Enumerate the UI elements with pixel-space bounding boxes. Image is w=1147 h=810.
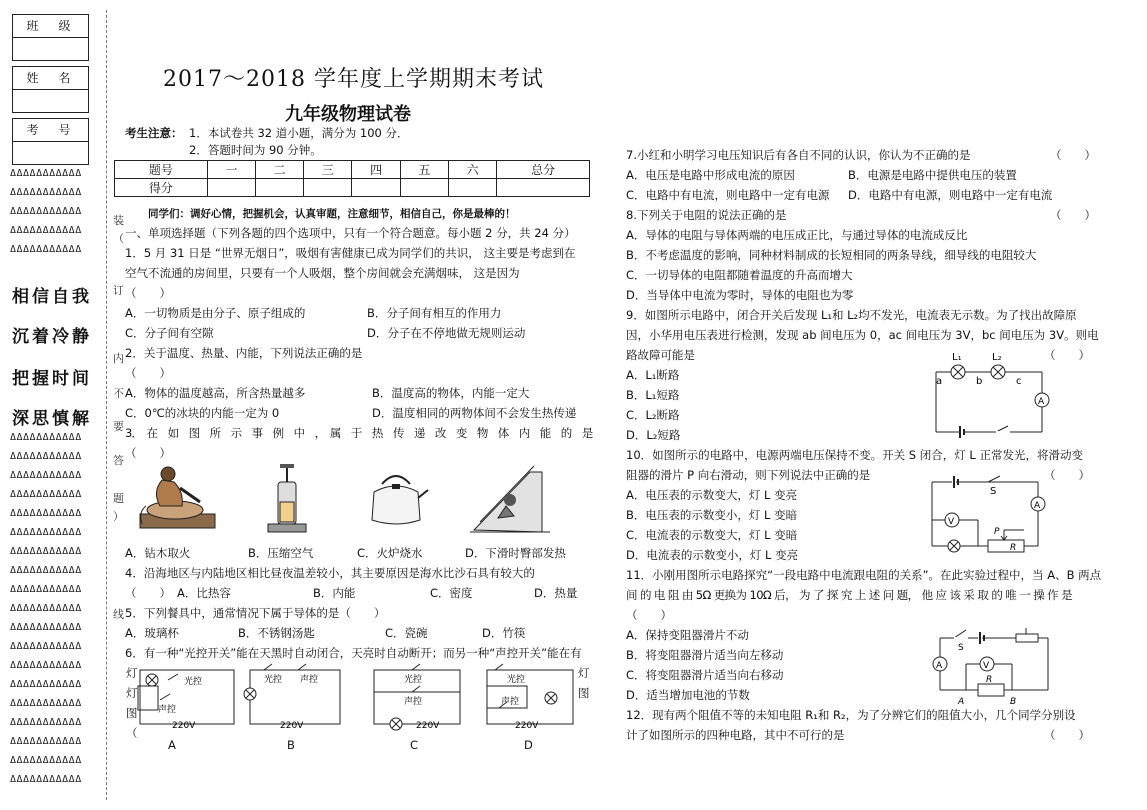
motto-2: 沉着冷静 <box>12 327 92 347</box>
q9-l2-label: L₂ <box>992 352 1002 363</box>
q2-paren: （ ） <box>125 366 171 380</box>
q6b-volt: 220V <box>280 721 304 731</box>
id-label: 考 号 <box>13 119 88 142</box>
q6-circuit-a <box>138 664 238 736</box>
q5-option-d[interactable]: D．竹筷 <box>482 626 526 640</box>
q6b-light-label: 光控 <box>264 675 283 685</box>
score-row-label: 得分 <box>115 179 208 197</box>
q7-option-d[interactable]: D．电路中有电源，则电路中一定有电流 <box>848 188 1053 202</box>
triangle-row: ΔΔΔΔΔΔΔΔΔΔΔ <box>10 451 82 462</box>
q3-option-d[interactable]: D．下滑时臀部发热 <box>465 546 566 560</box>
seal-char: 不 <box>113 387 124 400</box>
name-box <box>12 66 89 113</box>
triangle-row: ΔΔΔΔΔΔΔΔΔΔΔ <box>10 546 82 557</box>
q11-circuit <box>932 628 1062 706</box>
triangle-row: ΔΔΔΔΔΔΔΔΔΔΔ <box>10 584 82 595</box>
binding-line <box>106 10 107 800</box>
score-cell[interactable] <box>207 179 255 197</box>
triangle-row: ΔΔΔΔΔΔΔΔΔΔΔ <box>10 470 82 481</box>
q10-switch-label: S <box>990 486 997 497</box>
triangle-row: ΔΔΔΔΔΔΔΔΔΔΔ <box>10 717 82 728</box>
q11-point-a: A <box>958 697 965 707</box>
q6d-volt: 220V <box>515 721 539 731</box>
q9-line3: 路故障可能是 <box>626 348 695 362</box>
q6c-light-label: 光控 <box>404 675 423 685</box>
q9-line2: 因，小华用电压表进行检测，发现 ab 间电压为 0，ac 间电压为 3V，bc 间电压为 3V。则电 <box>626 328 1099 342</box>
q6a-volt: 220V <box>172 721 196 731</box>
name-label: 姓 名 <box>13 67 88 90</box>
q7-paren: （ ） <box>1050 148 1096 162</box>
q7-line1: 7.小红和小明学习电压知识后有各自不同的认识，你认为不正确的是 <box>626 148 971 162</box>
q6-circuit-c <box>372 664 464 736</box>
q10-circuit <box>928 476 1054 560</box>
triangle-row: ΔΔΔΔΔΔΔΔΔΔΔ <box>10 679 82 690</box>
q9-point-b: b <box>976 376 983 387</box>
score-header-cell: 总分 <box>497 161 590 179</box>
q5-option-c[interactable]: C．瓷碗 <box>385 626 428 640</box>
q3-figure-c <box>362 470 430 532</box>
q8-option-a[interactable]: A．导体的电阻与导体两端的电压成正比，与通过导体的电流成反比 <box>626 228 968 242</box>
seal-char: 题 <box>113 492 124 505</box>
score-cell[interactable] <box>400 179 448 197</box>
q11-line1: 11．小刚用图所示电路探究“一段电路中电流跟电阻的关系”。在此实验过程中，当 A、B 两点 <box>626 568 1102 582</box>
q4-line1: 4．沿海地区与内陆地区相比昼夜温差较小，其主要原因是海水比沙石具有较大的 <box>125 566 535 580</box>
score-header-cell: 五 <box>400 161 448 179</box>
q4-option-a[interactable]: A．比热容 <box>177 586 231 600</box>
seal-char: 要 <box>113 420 124 433</box>
q8-option-d[interactable]: D．当导体中电流为零时，导体的电阻也为零 <box>626 288 854 302</box>
score-cell[interactable] <box>352 179 400 197</box>
q3-paren: （ ） <box>125 446 171 460</box>
triangle-row: ΔΔΔΔΔΔΔΔΔΔΔ <box>10 660 82 671</box>
q10-option-d[interactable]: D．电流表的示数变小，灯 L 变亮 <box>626 548 799 562</box>
q1-option-b[interactable]: B．分子间有相互的作用力 <box>367 306 502 320</box>
triangle-row: ΔΔΔΔΔΔΔΔΔΔΔ <box>10 527 82 538</box>
q4-option-d[interactable]: D．热量 <box>534 586 578 600</box>
q4-option-b[interactable]: B．内能 <box>313 586 356 600</box>
score-header-cell: 四 <box>352 161 400 179</box>
q3-figure-d <box>470 462 550 538</box>
q9-point-a: a <box>936 376 943 387</box>
q9-l1-label: L₁ <box>952 352 962 363</box>
q2-line1: 2．关于温度、热量、内能，下列说法正确的是 <box>125 346 363 360</box>
q12-line1: 12．现有两个阻值不等的未知电阻 R₁和 R₂，为了分辨它们的阻值大小，几个同学分别设 <box>626 708 1076 722</box>
q6-cut-right: 图 <box>578 686 590 700</box>
seal-char: ） <box>113 510 124 523</box>
q3-option-b[interactable]: B．压缩空气 <box>248 546 314 560</box>
q6-circuit-d <box>485 664 577 736</box>
q10-paren: （ ） <box>1044 468 1090 482</box>
q6c-sound-label: 声控 <box>404 697 423 707</box>
triangle-row: ΔΔΔΔΔΔΔΔΔΔΔ <box>10 225 82 236</box>
motto-3: 把握时间 <box>12 369 92 389</box>
triangle-row: ΔΔΔΔΔΔΔΔΔΔΔ <box>10 565 82 576</box>
q9-ammeter: A <box>1038 397 1045 407</box>
q4-paren: （ ） <box>125 586 171 600</box>
q11-option-b[interactable]: B．将变阻器滑片适当向左移动 <box>626 648 784 662</box>
q1-line2: 空气不流通的房间里，只要有一个人吸烟，整个房间就会充满烟味， 这是因为 <box>125 266 520 280</box>
score-header-row <box>115 161 590 179</box>
q11-line2: 间 的 电 阻 由 5Ω 更换为 10Ω 后， 为 了 探 究 上 述 问 题， 他 应 该 采 取 的 唯 一 操 作 是 <box>626 588 1073 602</box>
triangle-row: ΔΔΔΔΔΔΔΔΔΔΔ <box>10 698 82 709</box>
q6-circuit-b <box>246 664 346 736</box>
q6-cut2: 灯 <box>126 686 138 700</box>
triangle-row: ΔΔΔΔΔΔΔΔΔΔΔ <box>10 489 82 500</box>
q11-point-b: B <box>1010 697 1017 707</box>
q10-line2: 阻器的滑片 P 向右滑动，则下列说法中正确的是 <box>626 468 871 482</box>
q3-option-c[interactable]: C．火炉烧水 <box>357 546 423 560</box>
q5-option-a[interactable]: A．玻璃杯 <box>125 626 179 640</box>
q6-cut4: （ <box>126 726 138 740</box>
class-box <box>12 14 89 61</box>
q6c-volt: 220V <box>416 721 440 731</box>
q6-label-c[interactable]: C <box>410 738 419 752</box>
q12-line2: 计了如图所示的四种电路，其中不可行的是 <box>626 728 845 742</box>
q11-option-c[interactable]: C．将变阻器滑片适当向右移动 <box>626 668 784 682</box>
seal-char: （ <box>113 232 124 245</box>
q10-option-c[interactable]: C．电流表的示数变大，灯 L 变暗 <box>626 528 798 542</box>
triangle-row: ΔΔΔΔΔΔΔΔΔΔΔ <box>10 736 82 747</box>
seal-char: 答 <box>113 454 124 467</box>
q6d-sound-label: 声控 <box>501 697 520 707</box>
q3-figure-b <box>262 462 312 540</box>
exam-title: 2017～2018 学年度上学期期末考试 <box>163 67 544 92</box>
triangle-row: ΔΔΔΔΔΔΔΔΔΔΔ <box>10 187 82 198</box>
greeting: 同学们：调好心情，把握机会，认真审题，注意细节，相信自己，你是最棒的！ <box>148 208 516 220</box>
notice-2: 2．答题时间为 90 分钟。 <box>189 143 322 157</box>
q2-option-b[interactable]: B．温度高的物体，内能一定大 <box>372 386 530 400</box>
triangle-row: ΔΔΔΔΔΔΔΔΔΔΔ <box>10 432 82 443</box>
score-header-cell: 一 <box>207 161 255 179</box>
q6-label-b[interactable]: B <box>287 738 295 752</box>
score-table <box>114 160 590 197</box>
triangle-row: ΔΔΔΔΔΔΔΔΔΔΔ <box>10 206 82 217</box>
seal-char: 线 <box>113 608 124 621</box>
q6-line1: 6．有一种“光控开关”能在天黑时自动闭合，天亮时自动断开；而另一种“声控开关”能在有 <box>125 646 582 660</box>
seal-char: 订 <box>113 284 124 297</box>
score-header-cell: 二 <box>255 161 303 179</box>
q7-option-b[interactable]: B．电源是电路中提供电压的装置 <box>848 168 1017 182</box>
q5-line1: 5．下列餐具中，通常情况下属于导体的是（ ） <box>125 606 386 620</box>
q6-cut-right: 灯 <box>578 666 590 680</box>
q9-option-a[interactable]: A．L₁断路 <box>626 368 680 382</box>
q10-voltmeter: V <box>948 517 955 527</box>
score-row <box>115 179 590 197</box>
triangle-row: ΔΔΔΔΔΔΔΔΔΔΔ <box>10 168 82 179</box>
score-header-cell: 题号 <box>115 161 208 179</box>
score-cell[interactable] <box>448 179 496 197</box>
triangle-row: ΔΔΔΔΔΔΔΔΔΔΔ <box>10 508 82 519</box>
triangle-row: ΔΔΔΔΔΔΔΔΔΔΔ <box>10 641 82 652</box>
q6b-sound-label: 声控 <box>300 675 319 685</box>
q6d-light-label: 光控 <box>507 675 526 685</box>
q8-option-b[interactable]: B．不考虑温度的影响，同种材料制成的长短相同的两条导线，细导线的电阻较大 <box>626 248 1037 262</box>
q6-label-d[interactable]: D <box>524 738 533 752</box>
id-box <box>12 118 89 165</box>
class-label: 班 级 <box>13 15 88 38</box>
q9-line1: 9．如图所示电路中，闭合开关后发现 L₁和 L₂均不发光，电流表无示数。为了找出故障原 <box>626 308 1077 322</box>
notice-1: 1．本试卷共 32 道小题，满分为 100 分． <box>189 126 409 140</box>
q6a-light-label: 光控 <box>184 677 203 687</box>
q8-line1: 8.下列关于电阻的说法正确的是 <box>626 208 787 222</box>
q9-option-c[interactable]: C．L₂断路 <box>626 408 680 422</box>
q10-ammeter: A <box>1034 501 1041 511</box>
q9-option-b[interactable]: B．L₁短路 <box>626 388 680 402</box>
triangle-row: ΔΔΔΔΔΔΔΔΔΔΔ <box>10 755 82 766</box>
q3-line1: 3． 在 如 图 所 示 事 例 中 ， 属 于 热 传 递 改 变 物 体 内 能 的 是 <box>125 426 593 440</box>
q8-paren: （ ） <box>1050 208 1096 222</box>
q11-paren: （ ） <box>626 608 672 622</box>
q1-option-c[interactable]: C．分子间有空隙 <box>125 326 214 340</box>
triangle-row: ΔΔΔΔΔΔΔΔΔΔΔ <box>10 774 82 785</box>
q2-option-d[interactable]: D．温度相同的两物体间不会发生热传递 <box>372 406 577 420</box>
q5-option-b[interactable]: B．不锈钢汤匙 <box>238 626 315 640</box>
seal-char: 装 <box>113 214 124 227</box>
q1-paren: （ ） <box>125 286 171 300</box>
exam-subtitle: 九年级物理试卷 <box>285 104 411 125</box>
score-cell[interactable] <box>497 179 590 197</box>
q6-label-a[interactable]: A <box>168 738 176 752</box>
q6-cut1: 灯 <box>126 666 138 680</box>
q7-option-a[interactable]: A．电压是电路中形成电流的原因 <box>626 168 795 182</box>
q11-ammeter: A <box>936 661 943 671</box>
q1-option-d[interactable]: D．分子在不停地做无规则运动 <box>367 326 526 340</box>
notice-label: 考生注意： <box>125 126 183 140</box>
q9-point-c: c <box>1016 376 1022 387</box>
seal-char: 内 <box>113 352 124 365</box>
q10-option-a[interactable]: A．电压表的示数变大，灯 L 变亮 <box>626 488 798 502</box>
score-header-cell: 六 <box>448 161 496 179</box>
motto-1: 相信自我 <box>12 287 92 307</box>
q11-resistor-label: R <box>986 675 993 685</box>
q3-option-a[interactable]: A．钻木取火 <box>125 546 191 560</box>
q1-line1: 1．5 月 31 日是 “世界无烟日”，吸烟有害健康已成为同学们的共识， 这主要是考虑到在 <box>125 246 576 260</box>
triangle-row: ΔΔΔΔΔΔΔΔΔΔΔ <box>10 603 82 614</box>
motto-4: 深思慎解 <box>12 409 92 429</box>
q11-option-d[interactable]: D．适当增加电池的节数 <box>626 688 750 702</box>
q9-circuit <box>930 352 1050 438</box>
score-cell[interactable] <box>255 179 303 197</box>
q1-option-a[interactable]: A．一切物质是由分子、原子组成的 <box>125 306 306 320</box>
section-1-heading: 一、单项选择题（下列各题的四个选项中，只有一个符合题意。每小题 2 分，共 24 分） <box>125 226 576 240</box>
q11-voltmeter: V <box>983 661 990 671</box>
q6-cut3: 图 <box>126 706 138 720</box>
q9-option-d[interactable]: D．L₂短路 <box>626 428 681 442</box>
q11-option-a[interactable]: A．保持变阻器滑片不动 <box>626 628 749 642</box>
triangle-row: ΔΔΔΔΔΔΔΔΔΔΔ <box>10 622 82 633</box>
score-cell[interactable] <box>304 179 352 197</box>
q10-rheostat-label: R <box>1010 543 1017 553</box>
q10-line1: 10．如图所示的电路中，电源两端电压保持不变。开关 S 闭合，灯 L 正常发光，将滑动变 <box>626 448 1083 462</box>
q7-option-c[interactable]: C．电路中有电流，则电路中一定有电源 <box>626 188 830 202</box>
score-header-cell: 三 <box>304 161 352 179</box>
q12-paren: （ ） <box>1044 728 1090 742</box>
q2-option-c[interactable]: C．0℃的冰块的内能一定为 0 <box>125 406 280 420</box>
q10-option-b[interactable]: B．电压表的示数变小，灯 L 变暗 <box>626 508 798 522</box>
q3-figure-a <box>130 462 220 540</box>
q4-option-c[interactable]: C．密度 <box>430 586 473 600</box>
q10-slider-label: P <box>994 527 1000 537</box>
q9-paren: （ ） <box>1044 348 1090 362</box>
triangle-row: ΔΔΔΔΔΔΔΔΔΔΔ <box>10 244 82 255</box>
q11-switch-label: S <box>958 643 964 653</box>
q8-option-c[interactable]: C．一切导体的电阻都随着温度的升高而增大 <box>626 268 853 282</box>
q6a-sound-label: 声控 <box>158 705 177 715</box>
q2-option-a[interactable]: A．物体的温度越高，所含热量越多 <box>125 386 306 400</box>
